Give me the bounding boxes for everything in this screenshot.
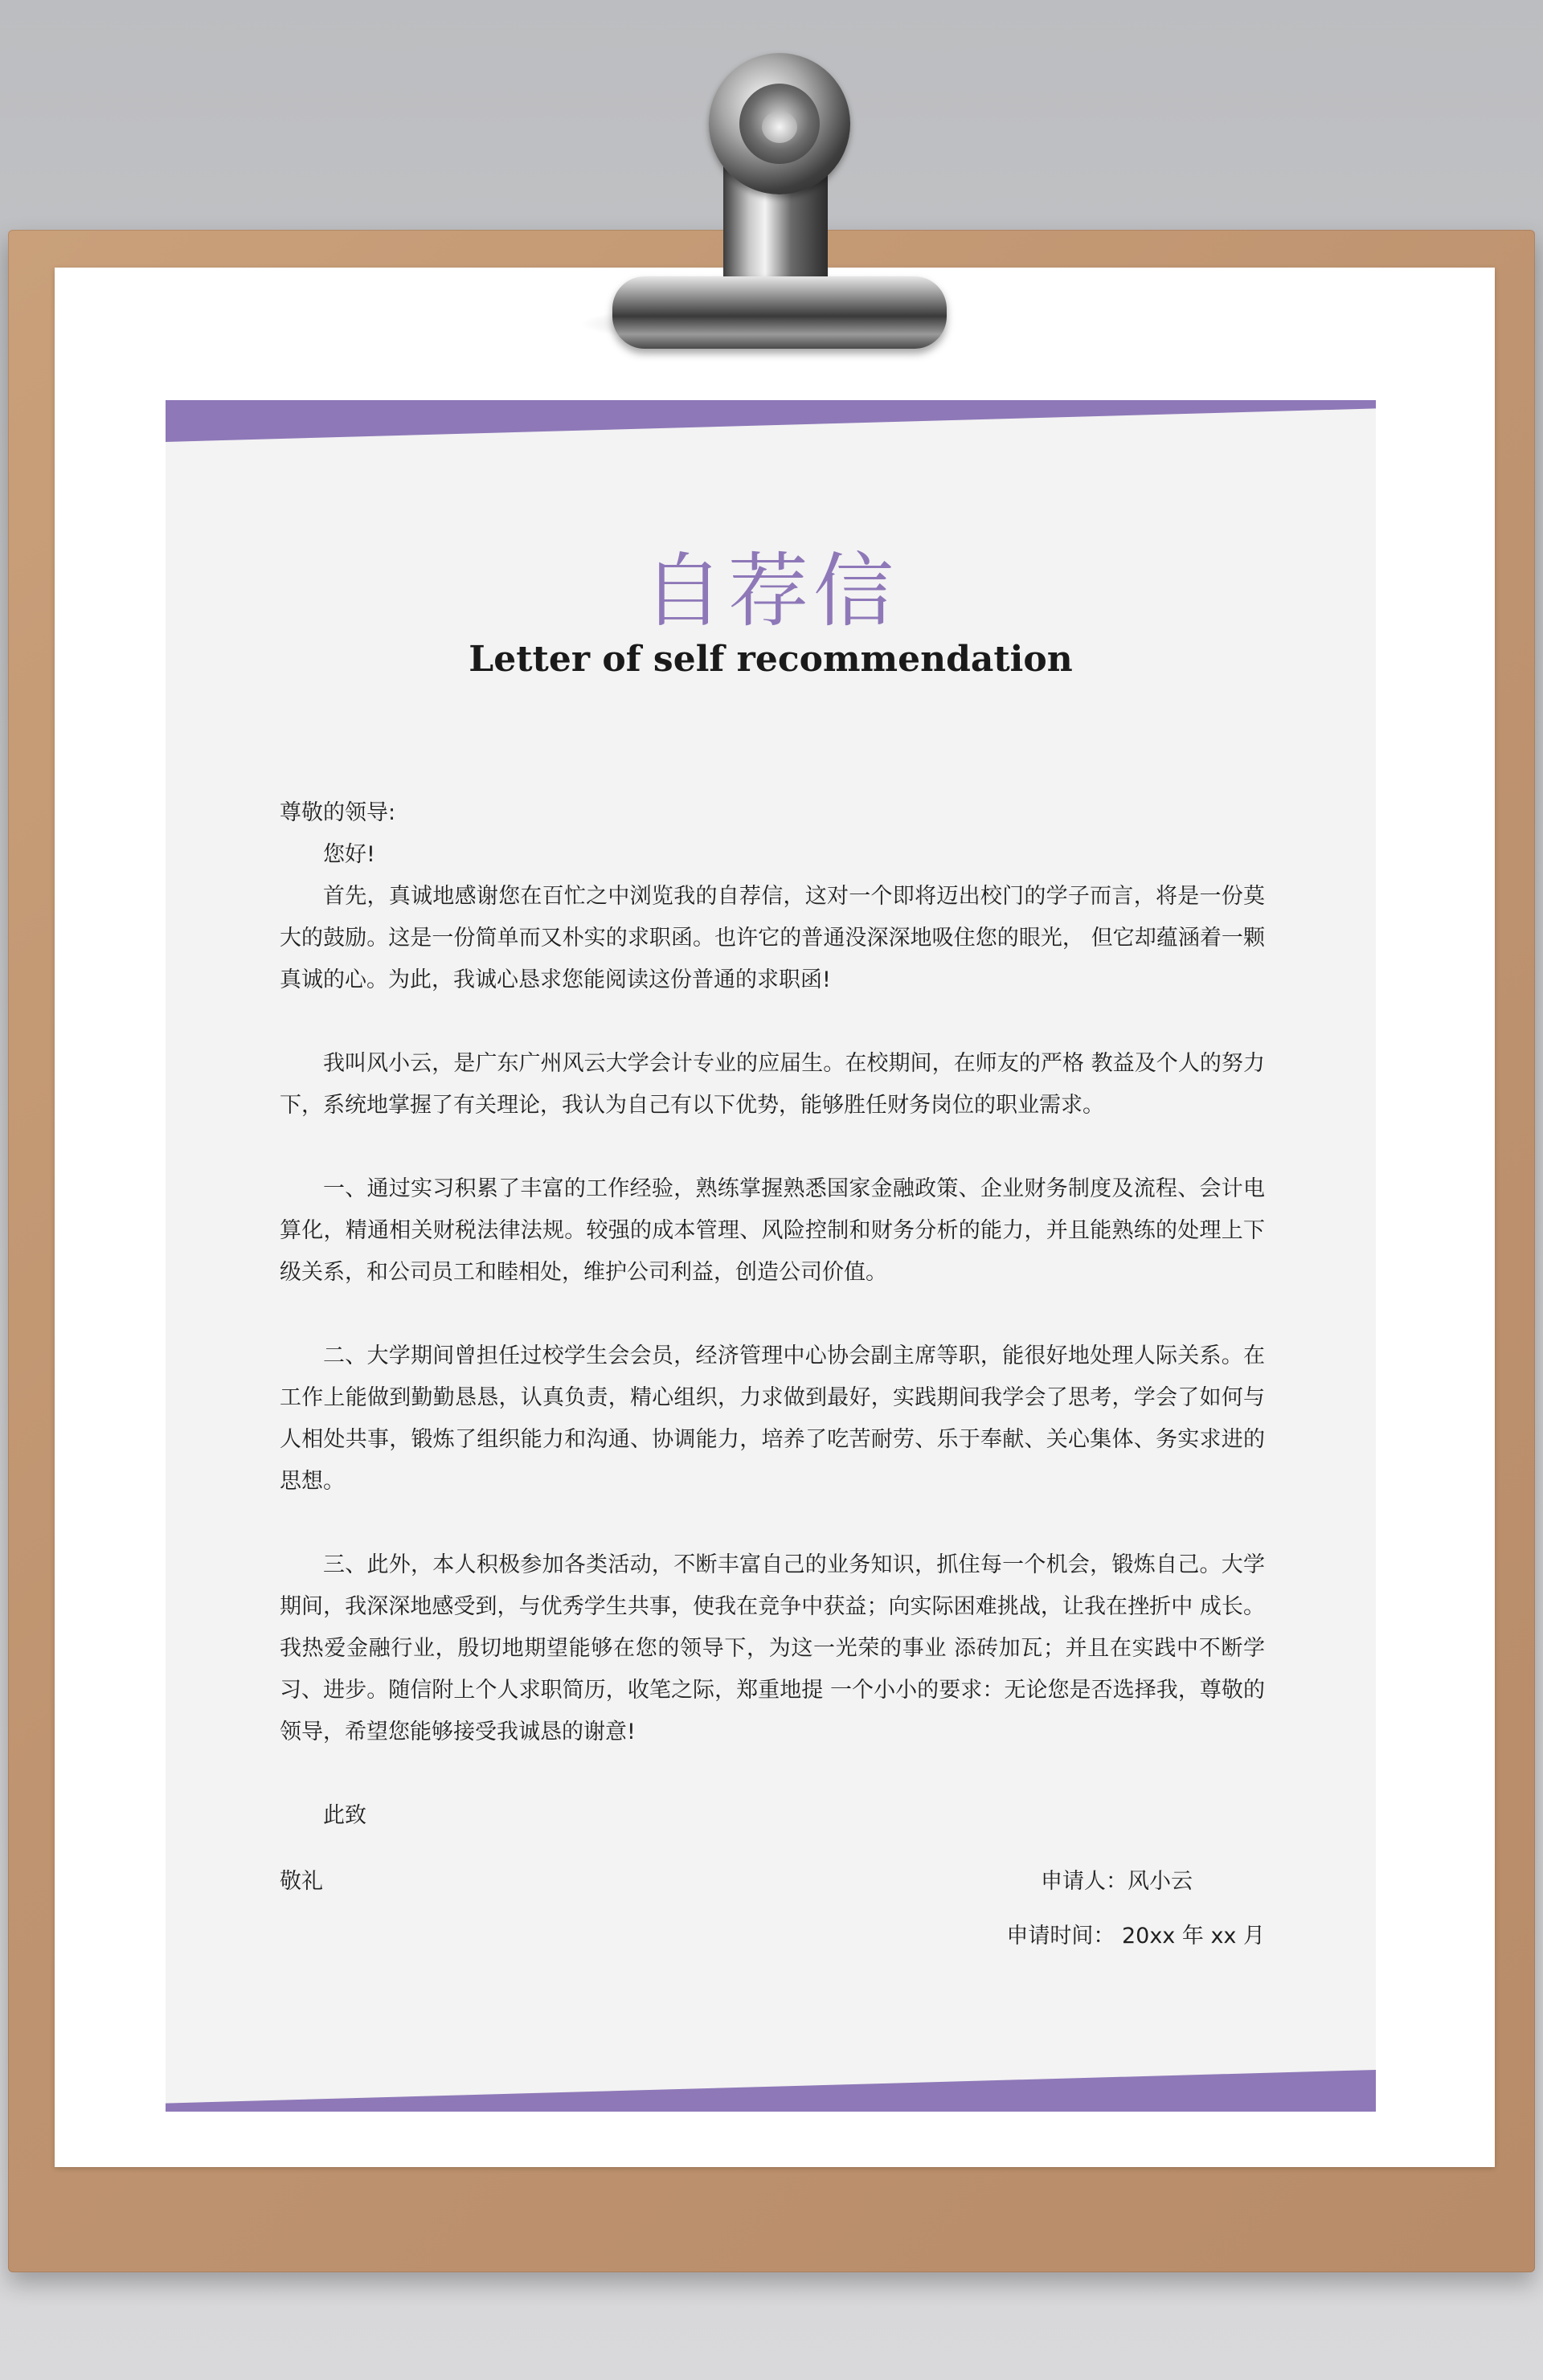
letter-body — [280, 792, 1265, 1957]
clip-base — [612, 276, 947, 349]
page-subtitle: Letter of self recommendation — [469, 639, 1073, 680]
signature-row — [280, 1861, 1265, 1903]
paragraph-4: 二、大学期间曾担任过校学生会会员，经济管理中心协会副主席等职，能很好地处理人际关系。在工作上能做到勤勤恳恳，认真负责，精心组织，力求做到最好，实践期间我学会了思考，学会了如何与人相处共事，锻炼了组织能力和沟通、协调能力，培养了吃苦耐劳、乐于奉献、关心集体、务实求进的思想。 — [280, 1343, 1265, 1494]
greeting: 您好! — [323, 842, 375, 867]
binder-clip-icon — [0, 0, 1543, 370]
clip-hole — [762, 111, 797, 143]
applicant-name: 申请人：风小云 — [1041, 1869, 1193, 1894]
paragraph-1: 首先，真诚地感谢您在百忙之中浏览我的自荐信，这对一个即将迈出校门的学子而言，将是一份莫大的鼓励。这是一份简单而又朴实的求职函。也许它的普通没深深地吸住您的眼光， 但它却蕴涵着一颗真诚的心。为此，我诚心恳求您能阅读这份普通的求职函! — [280, 884, 1265, 992]
application-date: 申请时间： 20xx 年 xx 月 — [1006, 1924, 1265, 1949]
paragraph-2: 我叫风小云，是广东广州风云大学会计专业的应届生。在校期间，在师友的严格 教益及个人的努力下，系统地掌握了有关理论，我认为自己有以下优势，能够胜任财务岗位的职业需求。 — [280, 1051, 1265, 1118]
paragraph-5: 三、此外，本人积极参加各类活动，不断丰富自己的业务知识，抓住每一个机会，锻炼自己。大学期间，我深深地感受到，与优秀学生共事，使我在竞争中获益；向实际困难挑战，让我在挫折中 成长。我热爱金融行业，殷切地期望能够在您的领导下，为这一光荣的事业 添砖加瓦；并且在实践中不断学习、进步。随信附上个人求职简历，收笔之际，郑重地提 一个小小的要求：无论您是否选择我，尊敬的领导，希望您能够接受我诚恳的谢意! — [280, 1552, 1265, 1744]
paragraph-3: 一、通过实习积累了丰富的工作经验，熟练掌握熟悉国家金融政策、企业财务制度及流程、会计电算化，精通相关财税法律法规。较强的成本管理、风险控制和财务分析的能力，并且能熟练的处理上下级关系，和公司员工和睦相处，维护公司利益，创造公司价值。 — [280, 1176, 1265, 1285]
page-title: 自荐信 — [643, 544, 898, 638]
closing: 此致 — [323, 1803, 366, 1828]
regards: 敬礼 — [280, 1869, 323, 1894]
salutation: 尊敬的领导: — [280, 800, 396, 825]
